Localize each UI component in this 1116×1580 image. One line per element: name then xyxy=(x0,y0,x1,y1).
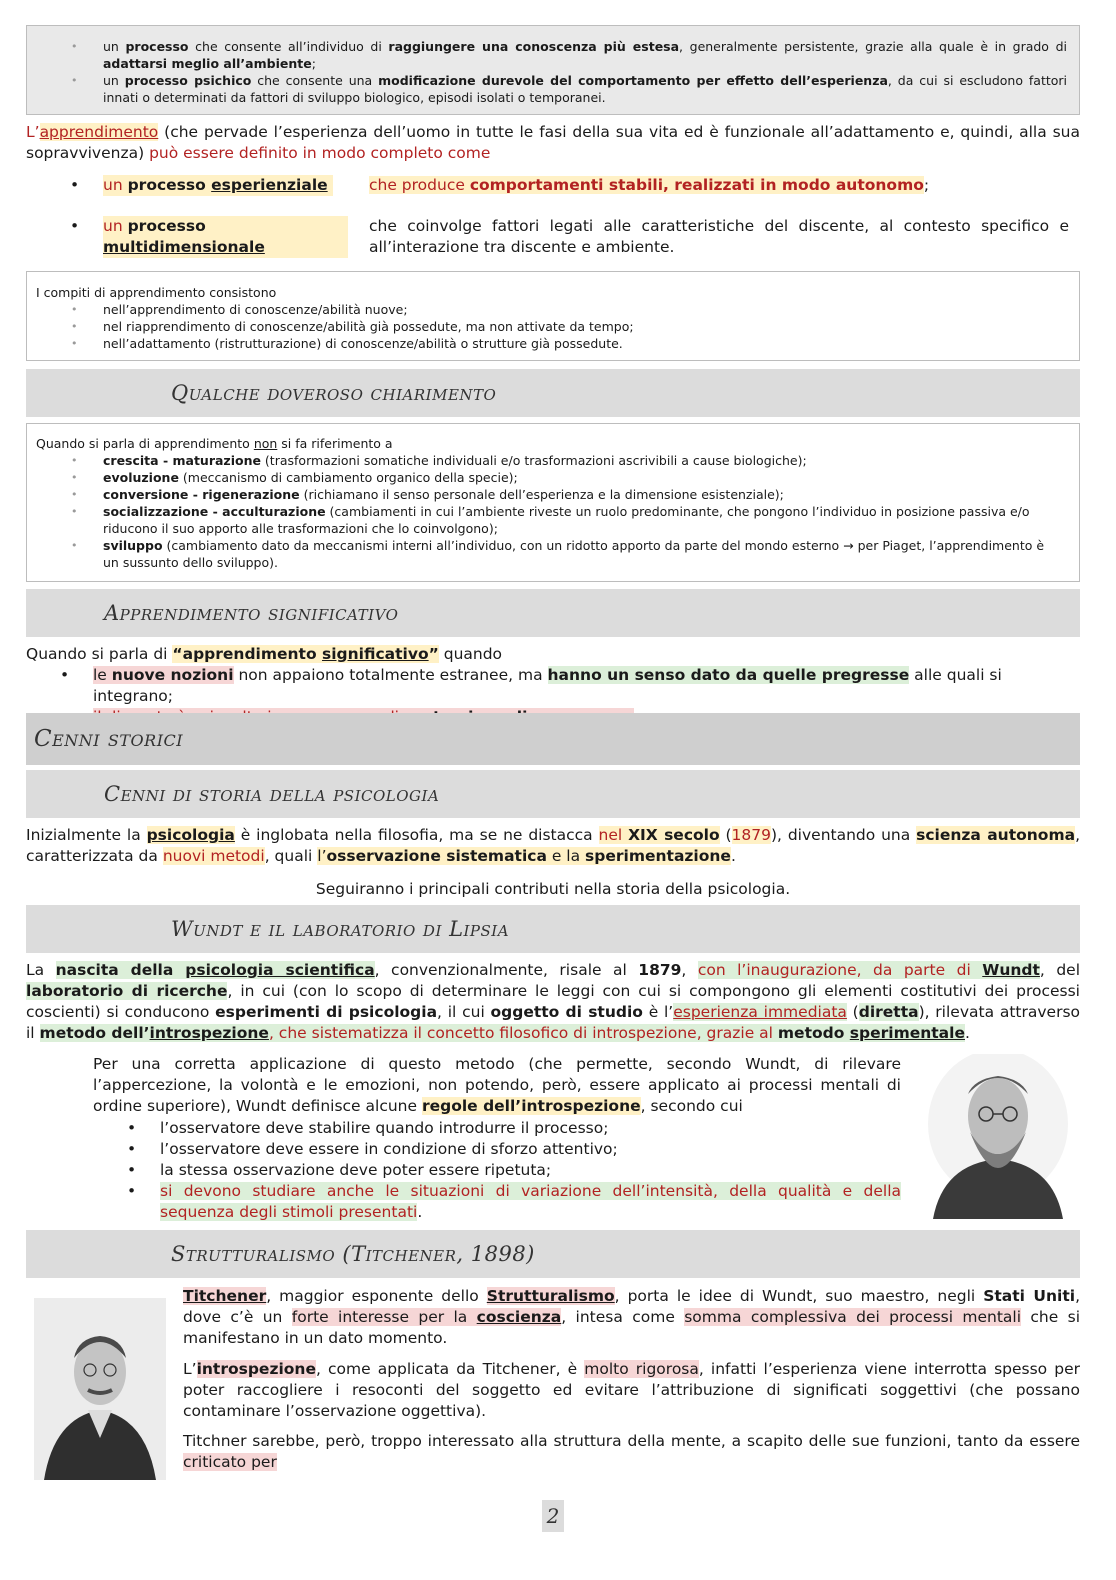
definition-list xyxy=(27,38,1067,106)
wundt-rules-intro: Per una corretta applicazione di questo metodo (che permette, secondo Wundt, di rilevare l’appercezione, la volontà e le emozioni, non potendo, però, essere applicato ai processi mentali di ordine superiore), Wundt definisce alcune regole dell’introspezione, secondo cui xyxy=(93,1055,901,1115)
section-title: Apprendimento significativo xyxy=(104,601,399,625)
section-title: Strutturalismo (Titchener, 1898) xyxy=(171,1242,535,1266)
clarification-box xyxy=(26,423,1080,582)
list-item: • la stessa osservazione deve poter essere ripetuta; xyxy=(127,1161,552,1179)
titchener-portrait-drawing xyxy=(34,1298,166,1480)
section-banner xyxy=(26,905,1080,953)
section-banner xyxy=(26,770,1080,818)
page-number: 2 xyxy=(542,1500,564,1532)
tasks-title: I compiti di apprendimento consistono xyxy=(36,285,277,300)
clarification-list xyxy=(27,452,1057,571)
titchener-paragraph: L’introspezione, come applicata da Titchener, è molto rigorosa, infatti l’esperienza viene interrotta spesso per poter raccogliere i resoconti del soggetto ed evitare l’attribuzione di significati soggettivi (che possano contaminare l’osservazione oggettiva). xyxy=(183,1360,1080,1420)
list-item: • crescita - maturazione (trasformazioni somatiche individuali e/o trasformazioni ascrivibili a cause biologiche); xyxy=(27,452,1057,469)
titchener-paragraph: Titchener, maggior esponente dello Strutturalismo, porta le idee di Wundt, suo maestro, negli Stati Uniti, dove c’è un forte interesse per la coscienza, intesa come somma complessiva dei processi mentali che si manifestano in un dato momento. xyxy=(183,1287,1081,1347)
list-item: • evoluzione (meccanismo di cambiamento organico della specie); xyxy=(27,469,1057,486)
list-item: • nel riapprendimento di conoscenze/abilità già possedute, ma non attivate da tempo; xyxy=(27,318,1067,335)
list-item: • socializzazione - acculturazione (cambiamenti in cui l’ambiente riveste un ruolo predominante, che pongono l’individuo in posizione passiva e/o riducono il suo apporto alle trasformazioni che lo coinvolgono); xyxy=(27,503,1057,537)
wundt-portrait-drawing xyxy=(918,1054,1078,1219)
wundt-portrait xyxy=(918,1054,1078,1219)
section-banner xyxy=(26,589,1080,637)
tasks-box xyxy=(26,271,1080,361)
history-note: Seguiranno i principali contributi nella storia della psicologia. xyxy=(315,880,791,898)
definition-box xyxy=(26,25,1080,115)
titchener-paragraph: Titchner sarebbe, però, troppo interessato alla struttura della mente, a scapito delle sue funzioni, tanto da essere criticato per xyxy=(183,1432,1080,1471)
list-item: • si devono studiare anche le situazioni di variazione dell’intensità, della qualità e della sequenza degli stimoli presentati. xyxy=(127,1182,901,1221)
section-banner xyxy=(26,369,1080,417)
section-title: Cenni di storia della psicologia xyxy=(104,782,440,806)
list-item: • le nuove nozioni non appaiono totalmente estranee, ma hanno un senso dato da quelle pregresse alle quali si integrano; xyxy=(60,666,1002,705)
list-item: • conversione - rigenerazione (richiamano il senso personale dell’esperienza e la dimensione esistenziale); xyxy=(27,486,1057,503)
section-title: Wundt e il laboratorio di Lipsia xyxy=(171,917,510,941)
clarification-title: Quando si parla di apprendimento non si fa riferimento a xyxy=(36,436,393,451)
list-item: • un processo che consente all’individuo di raggiungere una conoscenza più estesa, generalmente persistente, grazie alla quale è in grado di adattarsi meglio all’ambiente; xyxy=(27,38,1067,72)
list-item: • l’osservatore deve stabilire quando introdurre il processo; xyxy=(127,1119,609,1137)
list-item: • nell’apprendimento di conoscenze/abilità nuove; xyxy=(27,301,1067,318)
significant-intro: Quando si parla di “apprendimento significativo” quando xyxy=(26,645,503,663)
list-item: • sviluppo (cambiamento dato da meccanismi interni all’individuo, con un ridotto apporto da parte del mondo esterno → per Piaget, l’apprendimento è un sussunto dello sviluppo). xyxy=(27,537,1057,571)
section-banner xyxy=(26,1230,1080,1278)
history-paragraph: Inizialmente la psicologia è inglobata nella filosofia, ma se ne distacca nel XIX secolo (1879), diventando una scienza autonoma, caratterizzata da nuovi metodi, quali l’osservazione sistematica e la sperimentazione. xyxy=(26,826,1080,865)
chapter-banner xyxy=(26,713,1080,765)
list-item: • un processo psichico che consente una modificazione durevole del comportamento per effetto dell’esperienza, da cui si escludono fattori innati o determinati da fattori di sviluppo biologico, episodi isolati o temporanei. xyxy=(27,72,1067,106)
list-item: • l’osservatore deve essere in condizione di sforzo attentivo; xyxy=(127,1140,618,1158)
chapter-title: Cenni storici xyxy=(34,726,184,752)
apprendimento-definition: L’apprendimento (che pervade l’esperienza dell’uomo in tutte le fasi della sua vita ed è funzionale all’adattamento e, quindi, alla sua sopravvivenza) può essere definito in modo completo come xyxy=(26,123,1080,162)
wundt-rules-list xyxy=(93,1118,901,1223)
tasks-list xyxy=(27,301,1067,352)
wundt-paragraph: La nascita della psicologia scientifica, convenzionalmente, risale al 1879, con l’inaugurazione, da parte di Wundt, del laboratorio di ricerche, in cui (con lo scopo di determinare le leggi con cui si compongono gli elementi costitutivi dei processi coscienti) si conducono esperimenti di psicologia, il cui oggetto di studio è l’esperienza immediata (diretta), rilevata attraverso il metodo dell’introspezione, che sistematizza il concetto filosofico di introspezione, grazie al metodo sperimentale. xyxy=(26,961,1081,1042)
section-title: Qualche doveroso chiarimento xyxy=(171,381,497,405)
titchener-portrait xyxy=(34,1298,166,1480)
list-item: • nell’adattamento (ristrutturazione) di conoscenze/abilità o strutture già possedute. xyxy=(27,335,1067,352)
